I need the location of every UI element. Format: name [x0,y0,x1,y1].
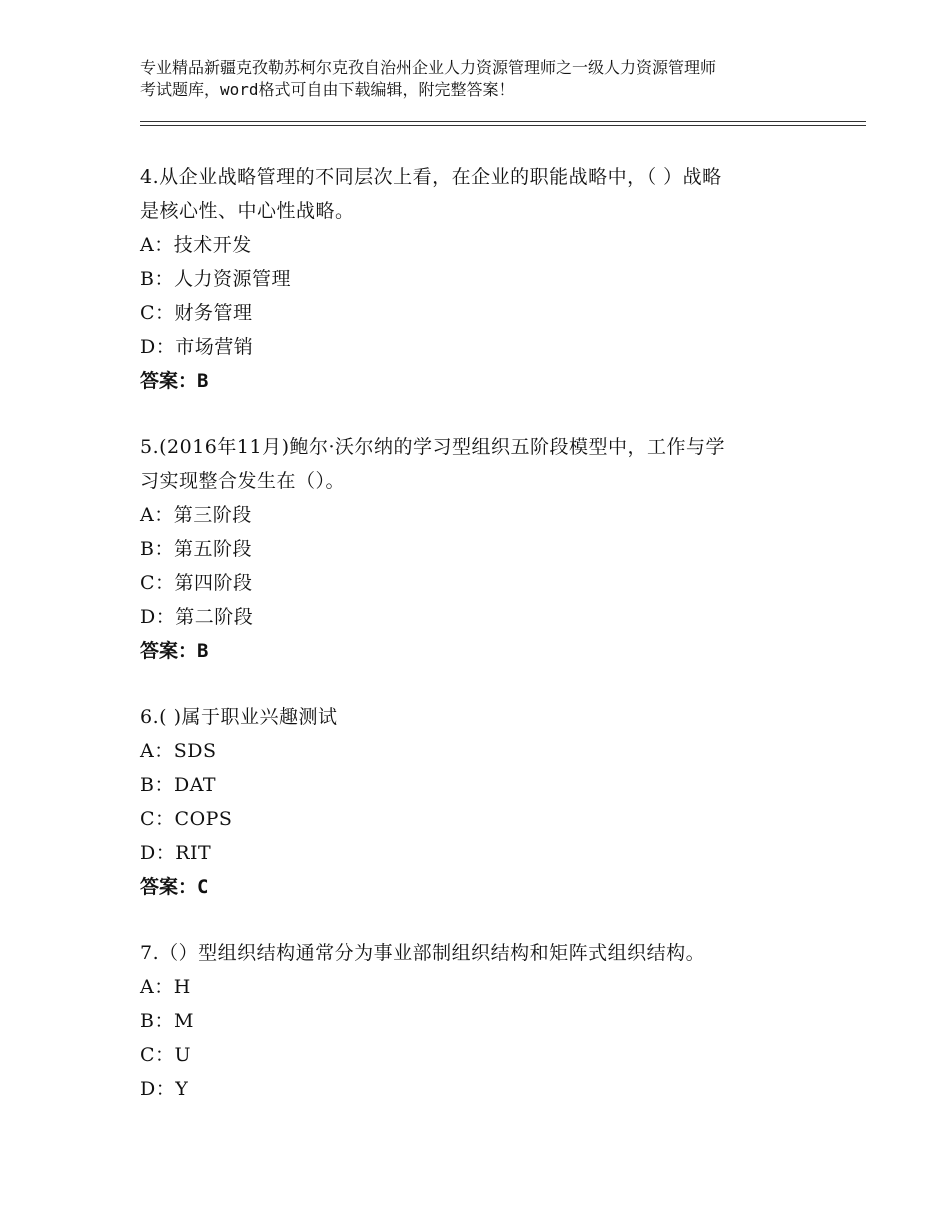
answer: 答案：B [140,370,209,392]
question-list [140,160,840,1138]
option-c: C：COPS [140,808,233,830]
header-line-1: 专业精品新疆克孜勒苏柯尔克孜自治州企业人力资源管理师之一级人力资源管理师 [140,58,717,77]
question-4 [140,160,840,398]
option-c: C：财务管理 [140,302,253,324]
question-5 [140,430,840,668]
option-d: D：Y [140,1078,189,1100]
option-a: A：SDS [140,740,217,762]
option-d: D：RIT [140,842,212,864]
option-a: A：H [140,976,191,998]
option-b: B：人力资源管理 [140,268,291,290]
question-7 [140,936,840,1106]
header-divider-top [140,121,866,122]
option-a: A：第三阶段 [140,504,252,526]
option-b: B：M [140,1010,194,1032]
option-a: A：技术开发 [140,234,252,256]
option-b: B：DAT [140,774,217,796]
answer: 答案：B [140,640,209,662]
question-6 [140,700,840,904]
header-divider-bottom [140,125,866,126]
option-b: B：第五阶段 [140,538,252,560]
question-text: 4.从企业战略管理的不同层次上看，在企业的职能战略中，（ ）战略 [140,166,722,188]
question-text: 习实现整合发生在（）。 [140,470,346,492]
question-text: 7.（）型组织结构通常分为事业部制组织结构和矩阵式组织结构。 [140,942,706,964]
option-d: D：第二阶段 [140,606,254,628]
question-text: 6.( )属于职业兴趣测试 [140,706,338,728]
document-header [140,57,830,101]
question-text: 5.(2016年11月)鲍尔·沃尔纳的学习型组织五阶段模型中，工作与学 [140,436,726,458]
question-text: 是核心性、中心性战略。 [140,200,355,222]
option-d: D：市场营销 [140,336,254,358]
answer: 答案：C [140,876,209,898]
header-line-2: 考试题库，word格式可自由下载编辑，附完整答案！ [140,80,515,99]
option-c: C：第四阶段 [140,572,253,594]
option-c: C：U [140,1044,192,1066]
